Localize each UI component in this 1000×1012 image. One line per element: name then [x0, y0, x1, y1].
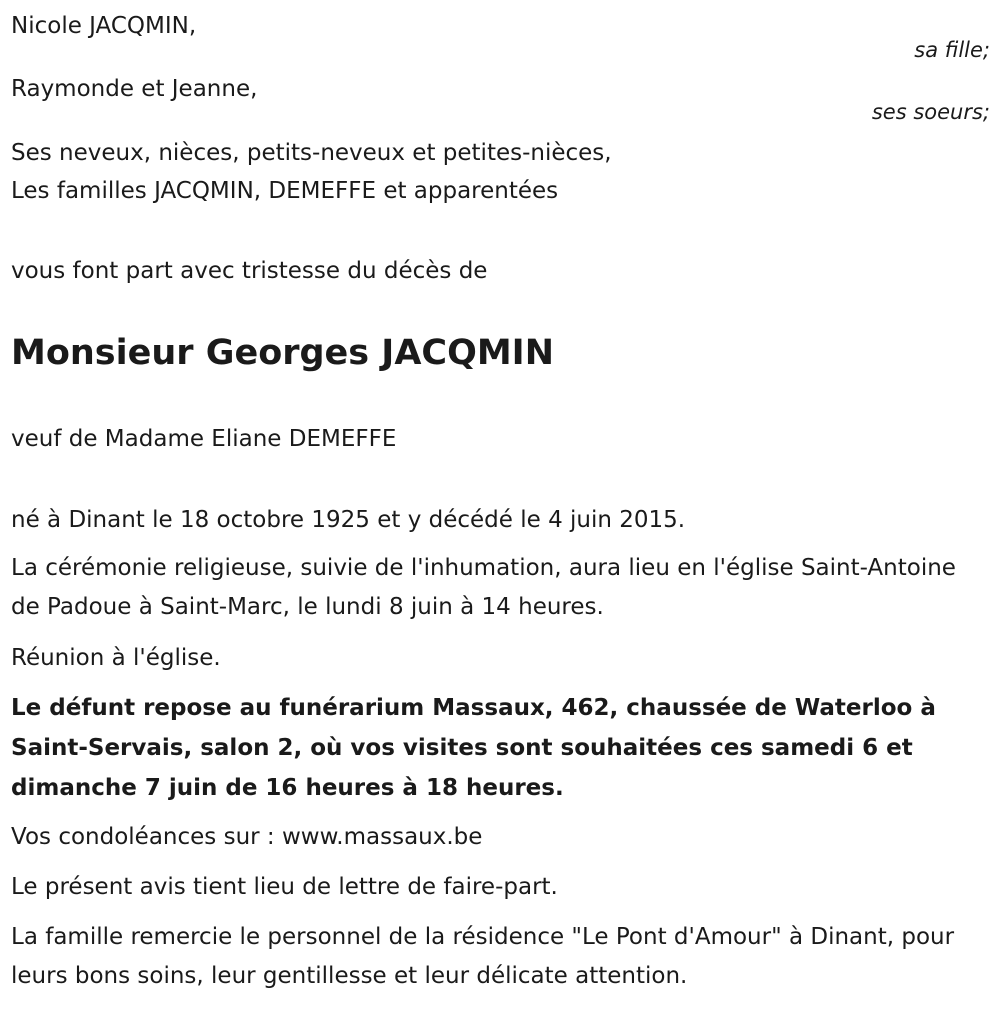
- widower-of: veuf de Madame Eliane DEMEFFE: [11, 426, 397, 452]
- family-member-daughter: Nicole JACQMIN,: [11, 13, 197, 39]
- condolences-info: Vos condoléances sur : www.massaux.be: [11, 824, 483, 850]
- family-member-sisters: Raymonde et Jeanne,: [11, 76, 258, 102]
- birth-death-info: né à Dinant le 18 octobre 1925 et y décédé le 4 juin 2015.: [11, 507, 686, 533]
- meeting-info: Réunion à l'église.: [11, 645, 221, 671]
- family-nephews-nieces: Ses neveux, nièces, petits-neveux et petites-nièces,: [11, 140, 612, 166]
- relation-daughter: sa fille;: [914, 38, 990, 62]
- announcement-text: vous font part avec tristesse du décès de: [11, 258, 488, 284]
- relation-sisters: ses soeurs;: [871, 100, 990, 124]
- funerarium-info: Le défunt repose au funérarium Massaux, 462, chaussée de Waterloo à Saint-Servais, salon 2, où vos visites sont souhaitées ces samedi 6 et dimanche 7 juin de 16 heures à 18 heures.: [11, 695, 936, 801]
- family-relatives: Les familles JACQMIN, DEMEFFE et apparentées: [11, 178, 559, 204]
- ceremony-info: La cérémonie religieuse, suivie de l'inhumation, aura lieu en l'église Saint-Antoine de Padoue à Saint-Marc, le lundi 8 juin à 14 heures.: [11, 555, 956, 620]
- notice-text: Le présent avis tient lieu de lettre de faire-part.: [11, 874, 558, 900]
- deceased-name: Monsieur Georges JACQMIN: [11, 333, 554, 373]
- thanks-text: La famille remercie le personnel de la résidence "Le Pont d'Amour" à Dinant, pour leurs bons soins, leur gentillesse et leur délicate attention.: [11, 924, 955, 989]
